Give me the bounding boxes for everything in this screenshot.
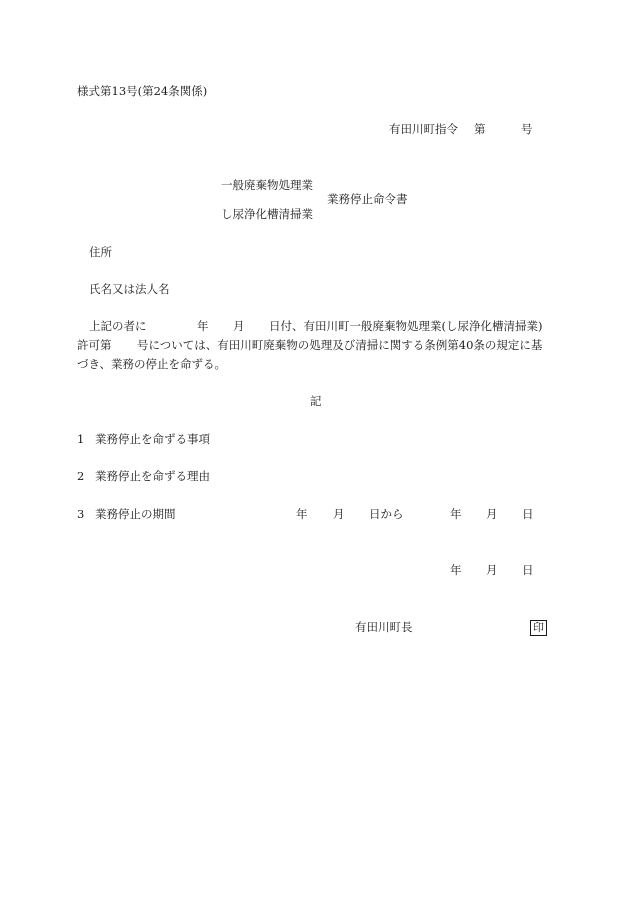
- item-2-label: 業務停止を命ずる理由: [95, 469, 210, 483]
- period-month: 月: [333, 507, 345, 521]
- item-1-label: 業務停止を命ずる事項: [95, 432, 210, 446]
- body-p2-a: 許可第: [77, 338, 112, 352]
- title-line1: 一般廃棄物処理業: [221, 178, 313, 192]
- mayor-title: 有田川町長: [355, 620, 413, 634]
- designation-dai: 第: [474, 122, 486, 136]
- body-p3: づき、業務の停止を命ずる。: [77, 357, 227, 371]
- period-year: 年: [296, 507, 308, 521]
- title-line2: し尿浄化槽清掃業: [221, 207, 313, 221]
- body-p1-a: 上記の者に: [89, 319, 147, 333]
- form-number: 様式第13号(第24条関係): [77, 84, 208, 98]
- period-month2: 月: [486, 507, 498, 521]
- designation-issuer: 有田川町指令: [389, 122, 458, 136]
- body-p2-rest: 号については、有田川町廃棄物の処理及び清掃に関する条例第40条の規定に基: [137, 338, 543, 352]
- item-2-num: 2: [77, 469, 85, 483]
- address-label: 住所: [89, 245, 112, 259]
- period-day-from: 日から: [369, 507, 404, 521]
- designation-go: 号: [521, 122, 533, 136]
- item-3-label: 業務停止の期間: [95, 507, 176, 521]
- body-p1-rest: 日付、有田川町一般廃棄物処理業(し尿浄化槽清掃業): [269, 319, 543, 333]
- body-p1-month: 月: [233, 319, 245, 333]
- date-month: 月: [486, 563, 498, 577]
- period-year2: 年: [450, 507, 462, 521]
- name-label: 氏名又は法人名: [89, 282, 170, 296]
- item-1-num: 1: [77, 432, 85, 446]
- item-3-num: 3: [77, 507, 85, 521]
- date-day: 日: [522, 563, 534, 577]
- date-year: 年: [450, 563, 462, 577]
- body-p1-year: 年: [197, 319, 209, 333]
- title-suffix: 業務停止命令書: [327, 192, 408, 206]
- ki-label: 記: [310, 394, 322, 408]
- period-day2: 日: [522, 507, 534, 521]
- seal-mark: 印: [530, 620, 547, 636]
